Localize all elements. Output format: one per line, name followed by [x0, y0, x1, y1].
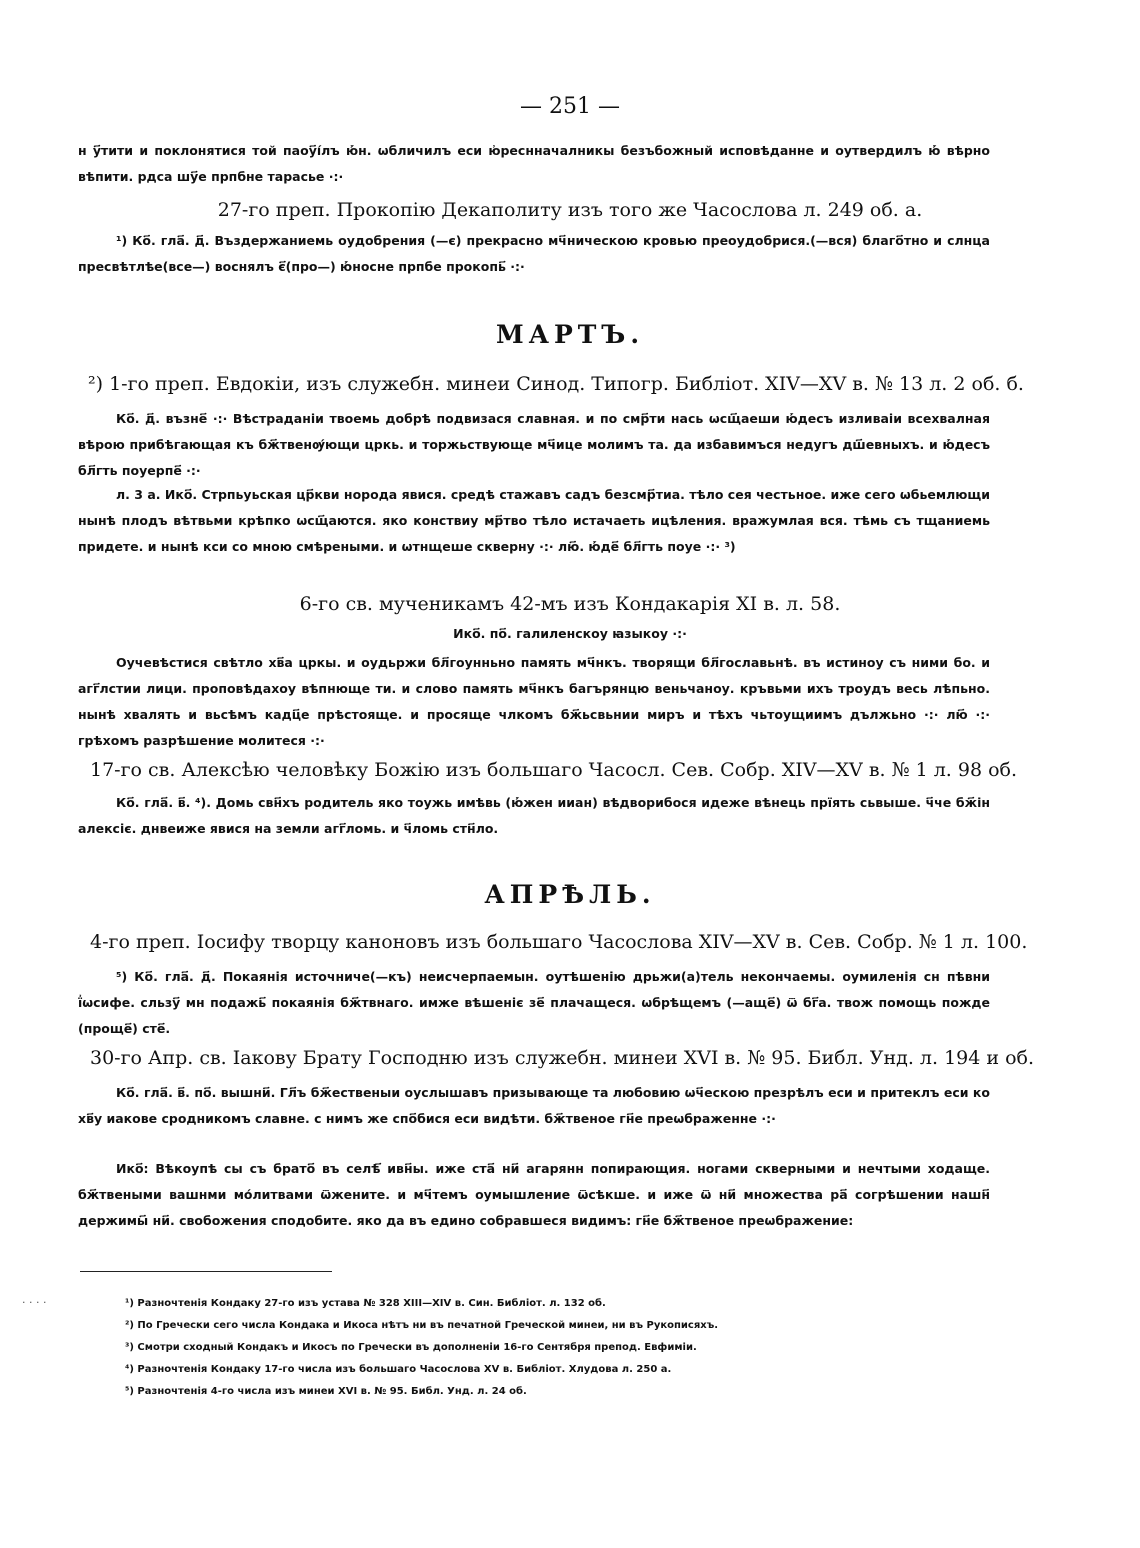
- apr30-kontakion: Ко҃. гла҃. в҃. по҃. вышни҃. Гл҃ъ бж҃ественыи оуслышавъ призывающе та любовию ѡч҃ескою презрѣлъ еси и притеклъ еси ко хв҃у иакове сродникомъ славне. с нимъ же спо҃бися еси видѣти. бж҃твеное гн҃е преѡбраженне ·:·: [78, 1085, 990, 1126]
- footnote-5: ⁵) Разночтенія 4-го числа изъ минеи XVI в. № 95. Библ. Унд. л. 24 об.: [125, 1386, 527, 1397]
- page-number: — 251 —: [520, 94, 620, 119]
- mar6-subheading: Ико҃. по҃. галиленскоу ꙗзыкоу ·:·: [453, 626, 687, 641]
- feb27-heading: 27-го преп. Прокопію Декаполиту изъ того же Часослова л. 249 об. а.: [217, 199, 923, 221]
- feb27-kontakion: ¹) Ко҃. гла҃. д҃. Въздержаниемь оудобрения (—є) прекрасно мч҃ническою кровью преоудобрися.(—вся) благо҃тно и слнца пресвѣтлѣе(все—) воснялъ є҃(про—) ю҆́ноcне прпбе прокопь҃ ·:·: [78, 233, 990, 274]
- mar1-heading: ²) 1-го преп. Евдокіи, изъ служебн. минеи Синод. Типогр. Библіот. XIV—XV в. № 13 л. 2 об. б.: [88, 373, 1024, 395]
- mar1-ikos: л. 3 а. Ико҃. Стрпьуьская цр҃кви норода явися. средѣ стажавъ садъ безсмр҃тиа. тѣло сея честьное. иже сего ѡбьемлющи нынѣ плодъ вѣтвьми крѣпко ѡсщ҃аются. яко конствиу мр҃тво тѣло истачаеть ицѣления. вражумлая вся. тѣмь съ тщаниемь придете. и нынѣ кси со мною смѣреными. и ѡтнщеше скверну ·:· лю҃. ю҆́де҃ бл҃гть поуе ·:· ³): [78, 487, 990, 554]
- apr30-ikos: Ико҃: Вѣкоупѣ сы съ брато҃ въ селѣ҃ ивн҃ы. иже ста҃ ни҃ агарянн попирающия. ногами скверными и нечтыми ходаще. бж҃твеными вашнми мо́литвами ѿжените. и мч҃темъ оумышление ѿсѣкше. и иже ѿ ни҃ множества ра҃ согрѣшении нашн҃ держимы҃ ни҃. свобожения сподобите. яко да въ едино собравшеся видимъ: гн҃е бж҃твеное преѡбражение:: [78, 1161, 990, 1228]
- section-title-april: АПРѢЛЬ.: [484, 880, 656, 909]
- footnote-4: ⁴) Разночтенія Кондаку 17-го числа изъ большаго Часослова XV в. Библіот. Хлудова л. 250 а.: [125, 1364, 672, 1375]
- footnote-divider: [80, 1271, 332, 1272]
- footnote-2: ²) По Гречески сего числа Кондака и Икоса нѣтъ ни въ печатной Греческой минеи, ни въ Рукописяхъ.: [125, 1320, 719, 1331]
- mar17-heading: 17-го св. Алексѣю человѣку Божію изъ большаго Часосл. Сев. Собр. XIV—XV в. № 1 л. 98 об.: [90, 759, 1018, 781]
- mar1-kontakion: Ко҃. д҃. възне҃ ·:· Вѣстраданіи твоемь добрѣ подвизася славная. и по смр҃ти нась ѡсщ҃аеши ю҆́десъ изливаіи всехвалная вѣрою прибѣгающая къ бж҃твенѹ́ющи цркь. и торжьствующе мч҃ице молимъ та. да избавимъся недугъ дш҃евныхъ. и ю҆́десъ бл҃гть поуерпе҃ ·:·: [78, 411, 990, 478]
- intro-paragraph: н у҃тити и поклонятися той паоу҃і́лъ ю҆́н. ѡбличилъ еси ю҆реснначалникы безъбожный исповѣданне и оутвердилъ ю҆́ вѣрно вѣпити. рдса шу҃е прпбне тарасье ·:·: [78, 143, 990, 184]
- section-title-march: МАРТЪ.: [495, 320, 645, 349]
- apr4-heading: 4-го преп. Іосифу творцу каноновъ изъ большаго Часослова XIV—XV в. Сев. Собр. № 1 л. 100.: [90, 931, 1028, 953]
- apr30-heading: 30-го Апр. св. Іакову Брату Господню изъ служебн. минеи XVI в. № 95. Библ. Унд. л. 194 и об.: [90, 1047, 1034, 1069]
- mar6-ikos: Оучевѣстися свѣтло хв҃а цркы. и оудьржи бл҃гоунньно память мч҃нкъ. творящи бл҃гославьнѣ. въ истиноу съ ними бо. и агг҃лстии лици. проповѣдахоу вѣпнюще ти. и слово память мч҃нкъ багърянцю веньчаноу. кръвьми ихъ троудъ весь лѣпьно. нынѣ хвалять и вьсѣмъ кадц҃е прѣстояще. и просяще члкомъ бж҃ьсвьнии миръ и тѣхъ чьтоущиимъ дължьно ·:· лю҃ ·:· грѣхомъ разрѣшение молитеся ·:·: [78, 655, 990, 748]
- mar6-heading: 6-го св. мученикамъ 42-мъ изъ Кондакарія XI в. л. 58.: [299, 593, 841, 615]
- footnote-1: ¹) Разночтенія Кондаку 27-го изъ устава № 328 XIII—XIV в. Син. Библіот. л. 132 об.: [125, 1298, 606, 1309]
- apr4-kontakion: ⁵) Ко҃. гла҃. д҃. Покаянія источниче(—къ) неисчерпаемын. оутѣшенію дрьжи(а)тель некончаемы. оумиленія сн пѣвни ї҆ѡсифе. сльзу҃ мн подажь҃ покаянія бж҃твнаго. имже вѣшеніє зе҃ плачащеся. ѡбрѣщемъ (—аще҃) ѿ бг҃а. твож помощь пожде (проще҃) сте҃.: [78, 969, 990, 1036]
- footnote-margin-dots: · · · ·: [22, 1296, 47, 1309]
- mar17-kontakion: Ко҃. гла҃. в҃. ⁴). Домь свн҃хъ родитель яко тоужь имѣвь (ю҆́жен ииан) вѣдворибося идеже вѣнець прїять сьвыше. ч҃че бж҃ін алексіє. днвеиже явися на земли агг҃ломь. и ч҃ломь стн҃ло.: [78, 795, 990, 836]
- footnote-3: ³) Смотри сходный Кондакъ и Икосъ по Гречески въ дополненіи 16-го Сентября препод. Евфиміи.: [125, 1342, 697, 1353]
